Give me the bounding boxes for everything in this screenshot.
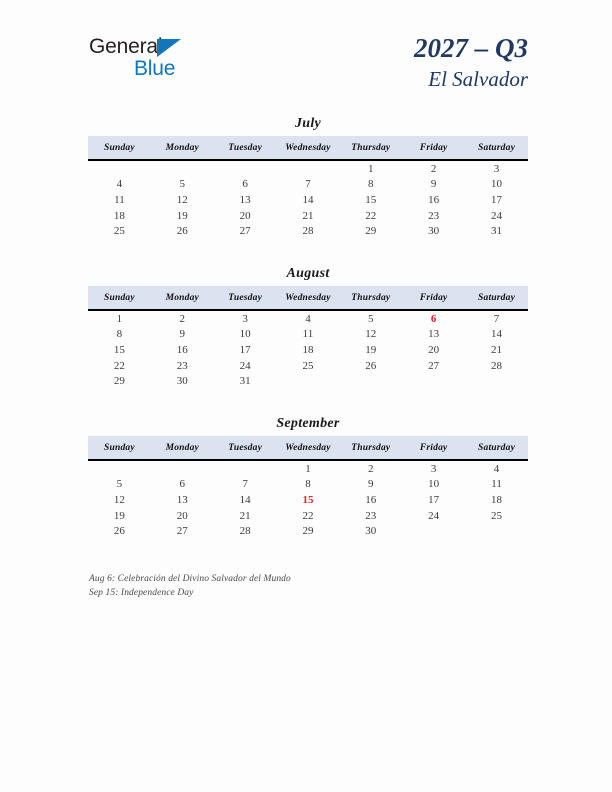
day-cell[interactable]: 18 xyxy=(113,209,125,222)
day-cell[interactable]: 24 xyxy=(239,359,251,372)
weekday-header-thursday: Thursday xyxy=(339,136,402,160)
day-cell[interactable]: 22 xyxy=(302,509,314,522)
day-cell[interactable]: 25 xyxy=(491,509,503,522)
weekday-header-saturday: Saturday xyxy=(465,436,528,460)
day-cell[interactable]: 25 xyxy=(113,225,125,238)
day-cell[interactable]: 10 xyxy=(428,478,440,491)
day-cell[interactable]: 26 xyxy=(365,359,377,372)
day-cell[interactable]: 27 xyxy=(176,525,188,538)
day-cell[interactable]: 17 xyxy=(428,493,440,506)
day-cell[interactable]: 17 xyxy=(491,193,503,206)
week-row xyxy=(88,192,528,208)
week-row xyxy=(88,358,528,374)
week-row xyxy=(88,373,528,389)
weekday-header-row xyxy=(88,436,528,460)
weekday-header-saturday: Saturday xyxy=(465,286,528,310)
month-block-august xyxy=(88,264,528,389)
day-cell[interactable]: 11 xyxy=(114,193,125,206)
weekday-header-tuesday: Tuesday xyxy=(214,286,277,310)
day-cell[interactable]: 10 xyxy=(239,328,251,341)
day-cell[interactable]: 15 xyxy=(365,193,377,206)
weekday-header-row xyxy=(88,136,528,160)
day-cell[interactable]: 30 xyxy=(365,525,377,538)
day-cell[interactable]: 3 xyxy=(493,162,500,175)
weekday-header-friday: Friday xyxy=(402,436,465,460)
day-cell[interactable]: 4 xyxy=(305,312,311,325)
day-cell[interactable]: 7 xyxy=(242,478,248,491)
logo-text-blue: Blue xyxy=(134,57,176,80)
day-cell-empty xyxy=(277,373,340,389)
day-cell[interactable]: 29 xyxy=(302,525,314,538)
week-row xyxy=(88,327,528,343)
day-cell[interactable]: 2 xyxy=(430,162,437,175)
day-cell-empty xyxy=(88,460,151,477)
day-cell[interactable]: 19 xyxy=(365,343,377,356)
day-cell[interactable]: 31 xyxy=(239,375,251,388)
day-cell[interactable]: 9 xyxy=(179,328,186,341)
day-cell[interactable]: 2 xyxy=(179,312,186,325)
week-row xyxy=(88,523,528,539)
day-cell-empty xyxy=(465,523,528,539)
day-cell-empty xyxy=(402,373,465,389)
day-cell[interactable]: 8 xyxy=(116,328,123,341)
title-block xyxy=(414,32,528,92)
day-cell[interactable]: 26 xyxy=(113,525,125,538)
day-cell[interactable]: 1 xyxy=(368,162,374,175)
day-cell[interactable]: 19 xyxy=(176,209,188,222)
logo-text-general: General xyxy=(89,35,163,58)
day-cell[interactable]: 18 xyxy=(491,493,503,506)
holiday-notes xyxy=(89,573,509,600)
day-cell[interactable]: 5 xyxy=(116,478,123,491)
day-cell-empty xyxy=(88,160,151,177)
day-cell[interactable]: 28 xyxy=(302,225,314,238)
logo-triangle-icon xyxy=(157,39,181,57)
day-cell[interactable]: 14 xyxy=(491,328,503,341)
day-cell[interactable]: 5 xyxy=(179,178,186,191)
day-cell[interactable]: 17 xyxy=(239,343,251,356)
weekday-header-friday: Friday xyxy=(402,136,465,160)
day-cell[interactable]: 8 xyxy=(305,478,311,491)
day-cell[interactable]: 19 xyxy=(113,509,125,522)
weekday-header-monday: Monday xyxy=(151,286,214,310)
week-row xyxy=(88,223,528,239)
day-cell[interactable]: 30 xyxy=(176,375,188,388)
day-cell[interactable]: 7 xyxy=(493,312,500,325)
weekday-header-tuesday: Tuesday xyxy=(214,136,277,160)
week-row xyxy=(88,310,528,327)
month-title: August xyxy=(286,266,330,281)
weekday-header-thursday: Thursday xyxy=(339,436,402,460)
day-cell[interactable]: 22 xyxy=(113,359,125,372)
day-cell-empty xyxy=(277,160,340,177)
day-cell[interactable]: 24 xyxy=(491,209,503,222)
month-block-july xyxy=(88,114,528,239)
day-cell[interactable]: 16 xyxy=(176,343,188,356)
day-cell[interactable]: 13 xyxy=(176,493,188,506)
day-cell[interactable]: 12 xyxy=(176,193,188,206)
calendar-table xyxy=(88,286,528,389)
day-cell[interactable]: 21 xyxy=(239,509,251,522)
day-cell[interactable]: 27 xyxy=(239,225,251,238)
day-cell[interactable]: 20 xyxy=(428,343,440,356)
day-cell[interactable]: 12 xyxy=(365,328,377,341)
day-cell[interactable]: 2 xyxy=(368,462,374,475)
day-cell[interactable]: 18 xyxy=(302,343,314,356)
day-cell[interactable]: 23 xyxy=(176,359,188,372)
day-cell[interactable]: 22 xyxy=(365,209,377,222)
day-cell[interactable]: 25 xyxy=(302,359,314,372)
day-cell[interactable]: 31 xyxy=(491,225,503,238)
day-cell[interactable]: 27 xyxy=(428,359,440,372)
weekday-header-sunday: Sunday xyxy=(88,286,151,310)
day-cell[interactable]: 13 xyxy=(428,328,440,341)
day-cell[interactable]: 6 xyxy=(179,478,186,491)
week-row xyxy=(88,508,528,524)
weekday-header-monday: Monday xyxy=(151,436,214,460)
day-cell[interactable]: 5 xyxy=(368,312,374,325)
week-row xyxy=(88,160,528,177)
holiday-note: Aug 6: Celebración del Divino Salvador del Mundo xyxy=(89,574,291,584)
day-cell[interactable]: 14 xyxy=(302,193,314,206)
week-row xyxy=(88,477,528,493)
day-cell[interactable]: 23 xyxy=(365,509,377,522)
day-cell[interactable]: 3 xyxy=(430,462,437,475)
day-cell[interactable]: 12 xyxy=(113,493,125,506)
day-cell[interactable]: 20 xyxy=(176,509,188,522)
day-cell[interactable]: 30 xyxy=(428,225,440,238)
day-cell[interactable]: 28 xyxy=(491,359,503,372)
weekday-header-row xyxy=(88,286,528,310)
weekday-header-thursday: Thursday xyxy=(339,286,402,310)
day-cell[interactable]: 4 xyxy=(493,462,500,475)
day-cell[interactable]: 7 xyxy=(305,178,311,191)
day-cell[interactable]: 4 xyxy=(116,178,123,191)
day-cell[interactable]: 8 xyxy=(368,178,374,191)
weekday-header-sunday: Sunday xyxy=(88,136,151,160)
month-title: July xyxy=(294,116,322,131)
day-cell-empty xyxy=(339,373,402,389)
day-cell[interactable]: 9 xyxy=(430,178,437,191)
day-cell[interactable]: 3 xyxy=(242,312,248,325)
weekday-header-wednesday: Wednesday xyxy=(277,286,340,310)
holiday-note: Sep 15: Independence Day xyxy=(89,587,194,598)
day-cell[interactable]: 21 xyxy=(491,343,503,356)
weekday-header-monday: Monday xyxy=(151,136,214,160)
day-cell[interactable]: 16 xyxy=(428,193,440,206)
day-cell-holiday[interactable]: 15 xyxy=(302,493,314,506)
day-cell[interactable]: 15 xyxy=(113,343,125,356)
weekday-header-friday: Friday xyxy=(402,286,465,310)
page-title: 2027 – Q3 xyxy=(414,33,528,63)
week-row xyxy=(88,460,528,477)
weekday-header-saturday: Saturday xyxy=(465,136,528,160)
day-cell[interactable]: 29 xyxy=(365,225,377,238)
day-cell-empty xyxy=(465,373,528,389)
day-cell[interactable]: 11 xyxy=(302,328,314,341)
day-cell[interactable]: 13 xyxy=(239,193,251,206)
day-cell-empty xyxy=(214,160,277,177)
day-cell[interactable]: 1 xyxy=(305,462,311,475)
day-cell-empty xyxy=(214,460,277,477)
day-cell[interactable]: 14 xyxy=(239,493,251,506)
day-cell[interactable]: 10 xyxy=(491,178,503,191)
day-cell-empty xyxy=(151,160,214,177)
day-cell[interactable]: 24 xyxy=(428,509,440,522)
week-row xyxy=(88,177,528,193)
day-cell[interactable]: 26 xyxy=(176,225,188,238)
weekday-header-wednesday: Wednesday xyxy=(277,436,340,460)
day-cell[interactable]: 6 xyxy=(242,178,248,191)
week-row xyxy=(88,342,528,358)
day-cell[interactable]: 21 xyxy=(302,209,314,222)
page-subtitle: El Salvador xyxy=(428,67,528,91)
month-block-september xyxy=(88,414,528,539)
month-title: September xyxy=(276,416,340,431)
day-cell-empty xyxy=(402,523,465,539)
day-cell-empty xyxy=(151,460,214,477)
day-cell[interactable]: 11 xyxy=(491,478,502,491)
week-row xyxy=(88,492,528,508)
general-blue-logo xyxy=(89,35,279,85)
weekday-header-wednesday: Wednesday xyxy=(277,136,340,160)
day-cell[interactable]: 9 xyxy=(368,478,374,491)
calendar-table xyxy=(88,136,528,239)
day-cell[interactable]: 28 xyxy=(239,525,251,538)
weekday-header-tuesday: Tuesday xyxy=(214,436,277,460)
day-cell[interactable]: 16 xyxy=(365,493,377,506)
day-cell[interactable]: 20 xyxy=(239,209,251,222)
week-row xyxy=(88,208,528,224)
day-cell[interactable]: 29 xyxy=(113,375,125,388)
weekday-header-sunday: Sunday xyxy=(88,436,151,460)
day-cell[interactable]: 1 xyxy=(116,312,123,325)
day-cell-holiday[interactable]: 6 xyxy=(430,312,437,325)
calendar-table xyxy=(88,436,528,539)
page-header xyxy=(0,0,612,110)
day-cell[interactable]: 23 xyxy=(428,209,440,222)
